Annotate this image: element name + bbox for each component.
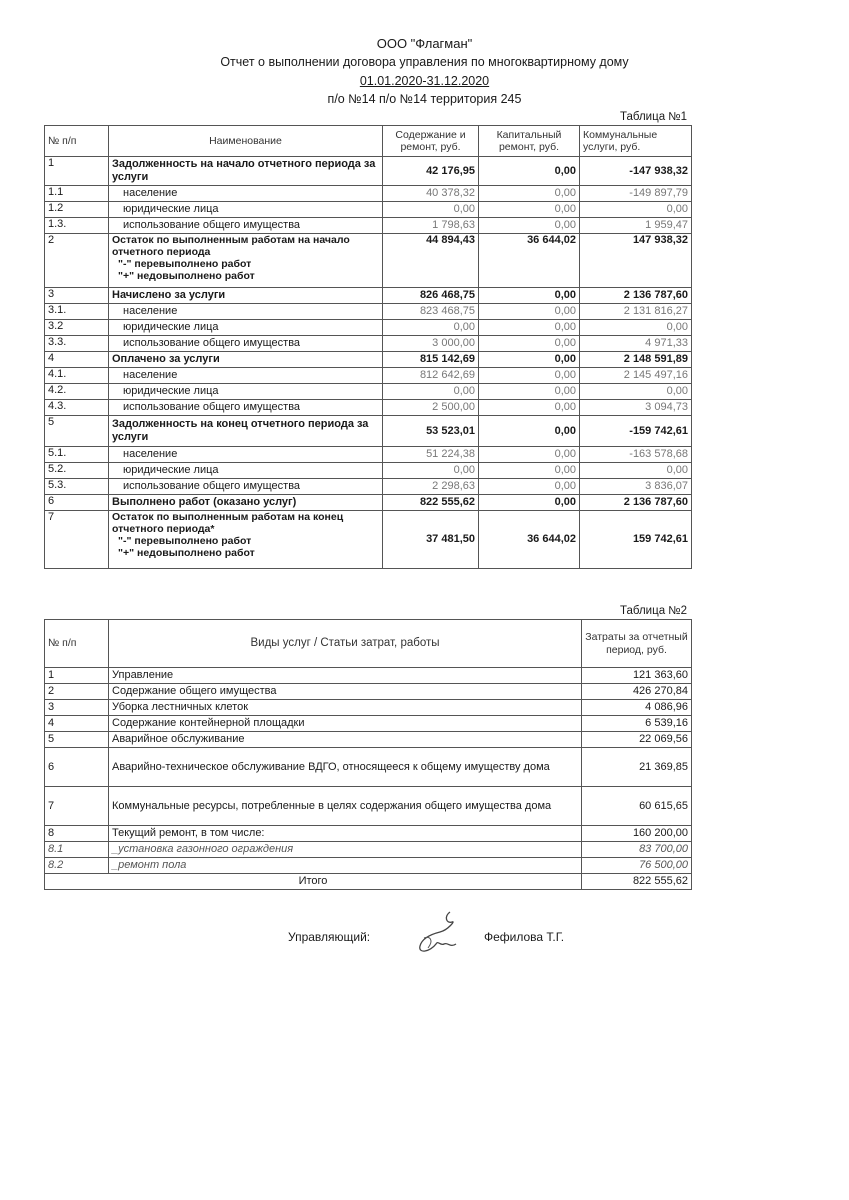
table1-cell-num: 3.1.	[45, 304, 109, 320]
table2-cell-cost: 60 615,65	[582, 787, 692, 826]
table2-row	[45, 668, 692, 684]
table1-row	[45, 400, 692, 416]
signature-role: Управляющий:	[288, 930, 371, 944]
table1-cell-name: население	[109, 186, 383, 202]
table1-cell-num: 1	[45, 157, 109, 186]
table1-row	[45, 447, 692, 463]
table2-cell-num: 3	[45, 700, 109, 716]
table2-row	[45, 858, 692, 874]
table1-cell-capital: 0,00	[479, 288, 580, 304]
table1-cell-note-over: "-" перевыполнено работ	[118, 535, 252, 548]
table1-row	[45, 479, 692, 495]
table1-cell-utility: 2 145 497,16	[580, 368, 692, 384]
table1-cell-capital: 0,00	[479, 479, 580, 495]
table1-cell-num: 4	[45, 352, 109, 368]
table1-cell-capital: 0,00	[479, 447, 580, 463]
table2-cell-name: Текущий ремонт, в том числе:	[109, 826, 582, 842]
table2-cell-name: Коммунальные ресурсы, потребленные в целях содержания общего имущества дома	[109, 787, 582, 826]
table1-cell-num: 3.3.	[45, 336, 109, 352]
table1-cell-num: 1.1	[45, 186, 109, 202]
table1-cell-name	[109, 234, 383, 288]
table1-cell-maint: 44 894,43	[383, 234, 479, 288]
table1-cell-name: Задолженность на конец отчетного периода за услуги	[109, 416, 383, 447]
table1-cell-maint: 0,00	[383, 320, 479, 336]
report-title: Отчет о выполнении договора управления по многоквартирному дому	[220, 55, 629, 69]
table1-cell-capital: 0,00	[479, 218, 580, 234]
table1-cell-capital: 0,00	[479, 368, 580, 384]
table1-header-maint: Содержание и ремонт, руб.	[383, 126, 479, 157]
table2-cell-cost: 6 539,16	[582, 716, 692, 732]
table1-cell-maint: 0,00	[383, 202, 479, 218]
table2-row	[45, 700, 692, 716]
table1	[44, 125, 692, 569]
table1-cell-maint: 42 176,95	[383, 157, 479, 186]
table1-cell-note-under: "+" недовыполнено работ	[118, 547, 255, 560]
table2-cell-name: Содержание контейнерной площадки	[109, 716, 582, 732]
table1-row	[45, 416, 692, 447]
table1-cell-utility: -147 938,32	[580, 157, 692, 186]
table1-cell-num: 3	[45, 288, 109, 304]
table1-cell-num: 5.2.	[45, 463, 109, 479]
table1-cell-capital: 36 644,02	[479, 511, 580, 569]
table1-cell-capital: 0,00	[479, 463, 580, 479]
table2-header-row	[45, 620, 692, 668]
table1-cell-capital: 0,00	[479, 336, 580, 352]
table1-header-num: № п/п	[45, 126, 109, 157]
table1-cell-name: Задолженность на начало отчетного периода за услуги	[109, 157, 383, 186]
table1-cell-utility: 4 971,33	[580, 336, 692, 352]
table1-cell-name: Выполнено работ (оказано услуг)	[109, 495, 383, 511]
table1-cell-maint: 1 798,63	[383, 218, 479, 234]
table1-cell-num: 4.2.	[45, 384, 109, 400]
table1-cell-utility: 1 959,47	[580, 218, 692, 234]
table1-cell-utility: 0,00	[580, 384, 692, 400]
table1-cell-name: использование общего имущества	[109, 400, 383, 416]
table1-cell-maint: 2 298,63	[383, 479, 479, 495]
table1-cell-utility: 159 742,61	[580, 511, 692, 569]
table1-row	[45, 304, 692, 320]
table1-row	[45, 320, 692, 336]
table2-cell-cost: 160 200,00	[582, 826, 692, 842]
table1-cell-name: юридические лица	[109, 202, 383, 218]
table1-cell-maint: 51 224,38	[383, 447, 479, 463]
table1-cell-num: 1.2	[45, 202, 109, 218]
table1-cell-utility: 0,00	[580, 202, 692, 218]
table1-cell-capital: 0,00	[479, 320, 580, 336]
table1-cell-num: 3.2	[45, 320, 109, 336]
table1-row	[45, 288, 692, 304]
table1-cell-maint: 822 555,62	[383, 495, 479, 511]
table2-caption: Таблица №2	[620, 605, 688, 617]
table1-cell-name: Оплачено за услуги	[109, 352, 383, 368]
table1-cell-name	[109, 511, 383, 569]
table2-header-name: Виды услуг / Статьи затрат, работы	[109, 620, 582, 668]
table2-cell-cost: 121 363,60	[582, 668, 692, 684]
table1-cell-name: население	[109, 304, 383, 320]
table2-total-label: Итого	[45, 874, 582, 890]
table1-cell-capital: 0,00	[479, 352, 580, 368]
table1-cell-capital: 0,00	[479, 495, 580, 511]
table2-cell-name: Уборка лестничных клеток	[109, 700, 582, 716]
table2-cell-name: _ремонт пола	[109, 858, 582, 874]
table1-row	[45, 336, 692, 352]
table2-cell-num: 2	[45, 684, 109, 700]
table1-header-utility: Коммунальные услуги, руб.	[580, 126, 692, 157]
table1-cell-maint: 40 378,32	[383, 186, 479, 202]
table2-header-cost: Затраты за отчетный период, руб.	[582, 620, 692, 668]
table2-cell-name: Аварийное обслуживание	[109, 732, 582, 748]
table1-header-name: Наименование	[109, 126, 383, 157]
report-object: п/о №14 п/о №14 территория 245	[327, 92, 522, 106]
table1-row	[45, 511, 692, 569]
table1-cell-num: 5	[45, 416, 109, 447]
table1-row	[45, 495, 692, 511]
table1-cell-maint: 823 468,75	[383, 304, 479, 320]
table1-row	[45, 384, 692, 400]
table2-row	[45, 842, 692, 858]
table2-cell-num: 5	[45, 732, 109, 748]
table1-cell-maint: 826 468,75	[383, 288, 479, 304]
table2-cell-name: _установка газонного ограждения	[109, 842, 582, 858]
table1-cell-utility: -159 742,61	[580, 416, 692, 447]
table1-cell-capital: 36 644,02	[479, 234, 580, 288]
table1-cell-utility: 147 938,32	[580, 234, 692, 288]
table1-cell-utility: 0,00	[580, 320, 692, 336]
table2	[44, 619, 692, 890]
table2-cell-num: 8	[45, 826, 109, 842]
table1-cell-utility: 2 131 816,27	[580, 304, 692, 320]
table2-row	[45, 787, 692, 826]
table2-cell-cost: 4 086,96	[582, 700, 692, 716]
table2-cell-num: 1	[45, 668, 109, 684]
table1-cell-num: 5.1.	[45, 447, 109, 463]
table1-cell-maint: 53 523,01	[383, 416, 479, 447]
table2-row	[45, 716, 692, 732]
table1-cell-maint: 0,00	[383, 463, 479, 479]
table1-cell-maint: 815 142,69	[383, 352, 479, 368]
table1-cell-num: 4.1.	[45, 368, 109, 384]
table1-row	[45, 234, 692, 288]
table1-cell-name: использование общего имущества	[109, 336, 383, 352]
table1-cell-name: юридические лица	[109, 384, 383, 400]
table1-cell-utility: 3 836,07	[580, 479, 692, 495]
table1-row	[45, 352, 692, 368]
table1-cell-num: 2	[45, 234, 109, 288]
table2-row	[45, 826, 692, 842]
table1-cell-capital: 0,00	[479, 304, 580, 320]
table1-cell-capital: 0,00	[479, 400, 580, 416]
table1-caption: Таблица №1	[620, 111, 688, 123]
table1-cell-capital: 0,00	[479, 202, 580, 218]
table2-cell-cost: 76 500,00	[582, 858, 692, 874]
handwritten-signature	[410, 908, 462, 956]
table1-cell-utility: -149 897,79	[580, 186, 692, 202]
table2-cell-name: Аварийно-техническое обслуживание ВДГО, относящееся к общему имуществу дома	[109, 748, 582, 787]
table2-cell-name: Содержание общего имущества	[109, 684, 582, 700]
table1-cell-num: 4.3.	[45, 400, 109, 416]
table1-cell-maint: 37 481,50	[383, 511, 479, 569]
table2-cell-num: 6	[45, 748, 109, 787]
table1-cell-utility: 2 136 787,60	[580, 288, 692, 304]
table2-cell-cost: 22 069,56	[582, 732, 692, 748]
table1-cell-capital: 0,00	[479, 384, 580, 400]
table1-cell-num: 5.3.	[45, 479, 109, 495]
table1-cell-utility: 0,00	[580, 463, 692, 479]
table1-header-row	[45, 126, 692, 157]
signature-name: Фефилова Т.Г.	[484, 930, 565, 944]
table2-total-row	[45, 874, 692, 890]
org-name: ООО "Флагман"	[376, 36, 473, 51]
table1-cell-name-text: Остаток по выполненным работам на конец отчетного периода*	[112, 511, 344, 536]
table2-total-value: 822 555,62	[582, 874, 692, 890]
table1-row	[45, 186, 692, 202]
table1-cell-name: население	[109, 447, 383, 463]
table2-cell-name: Управление	[109, 668, 582, 684]
table1-cell-maint: 0,00	[383, 384, 479, 400]
table1-cell-maint: 812 642,69	[383, 368, 479, 384]
table2-cell-num: 7	[45, 787, 109, 826]
table2-row	[45, 732, 692, 748]
table1-cell-note-over: "-" перевыполнено работ	[118, 258, 252, 271]
table1-cell-name: юридические лица	[109, 463, 383, 479]
table2-row	[45, 684, 692, 700]
table1-row	[45, 157, 692, 186]
table1-cell-num: 6	[45, 495, 109, 511]
table1-cell-utility: -163 578,68	[580, 447, 692, 463]
table2-cell-cost: 83 700,00	[582, 842, 692, 858]
table1-row	[45, 368, 692, 384]
table1-cell-utility: 2 148 591,89	[580, 352, 692, 368]
table1-cell-note-under: "+" недовыполнено работ	[118, 270, 255, 283]
table1-cell-capital: 0,00	[479, 416, 580, 447]
table1-cell-utility: 2 136 787,60	[580, 495, 692, 511]
table2-cell-cost: 21 369,85	[582, 748, 692, 787]
table1-cell-num: 1.3.	[45, 218, 109, 234]
table1-cell-name: юридические лица	[109, 320, 383, 336]
table1-row	[45, 463, 692, 479]
table1-row	[45, 202, 692, 218]
table1-cell-num: 7	[45, 511, 109, 569]
table2-header-num: № п/п	[45, 620, 109, 668]
table1-cell-maint: 2 500,00	[383, 400, 479, 416]
table2-cell-num: 8.2	[45, 858, 109, 874]
table1-cell-utility: 3 094,73	[580, 400, 692, 416]
table1-row	[45, 218, 692, 234]
table1-cell-name: Начислено за услуги	[109, 288, 383, 304]
table2-cell-num: 4	[45, 716, 109, 732]
table2-row	[45, 748, 692, 787]
table1-cell-maint: 3 000,00	[383, 336, 479, 352]
report-period: 01.01.2020-31.12.2020	[359, 74, 490, 88]
table2-cell-num: 8.1	[45, 842, 109, 858]
table1-cell-name: использование общего имущества	[109, 479, 383, 495]
table1-cell-capital: 0,00	[479, 157, 580, 186]
table2-cell-cost: 426 270,84	[582, 684, 692, 700]
table1-header-capital: Капитальный ремонт, руб.	[479, 126, 580, 157]
table1-cell-name: использование общего имущества	[109, 218, 383, 234]
table1-cell-name-text: Остаток по выполненным работам на начало отчетного периода	[112, 234, 350, 259]
table1-cell-capital: 0,00	[479, 186, 580, 202]
table1-cell-name: население	[109, 368, 383, 384]
